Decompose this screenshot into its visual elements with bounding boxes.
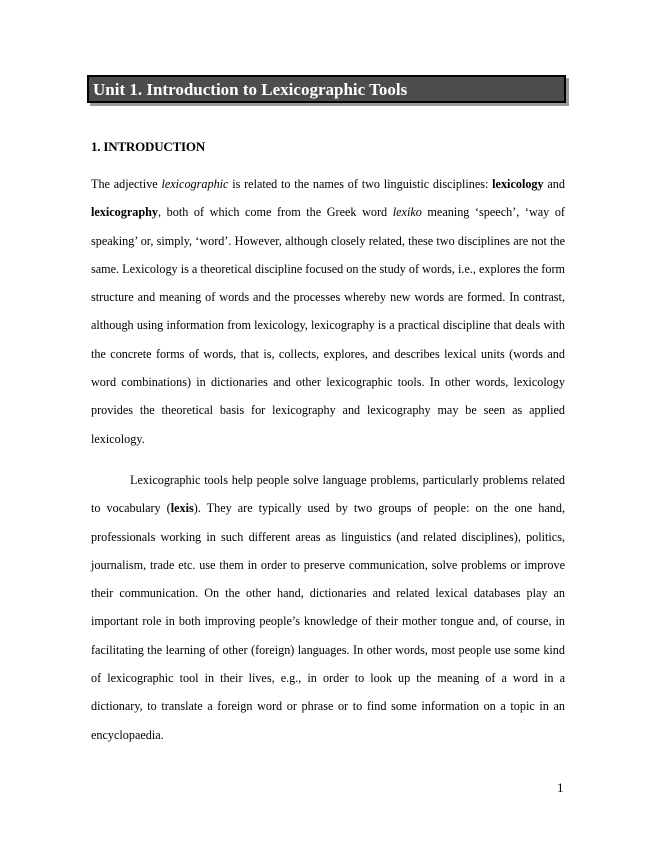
text-segment: Lexicographic tools help people solve language problems, particularly problems related to vocabulary ( — [91, 473, 565, 516]
bold-term: lexicology — [492, 177, 544, 191]
unit-title: Unit 1. Introduction to Lexicographic Tools — [93, 80, 408, 99]
text-segment: ). They are typically used by two groups of people: on the one hand, professionals working in such different areas as linguistics (and related disciplines), politics, journalism, trade etc. use them in order to preserve communication, solve problems or improve their communication. On the other hand, dictionaries and related lexical databases play an important role in both improving people’s knowledge of their mother tongue and, of course, in facilitating the learning of other (foreign) languages. In other words, most people use some kind of lexicographic tool in their lives, e.g., in order to look up the meaning of a word in a dictionary, to translate a foreign word or phrase or to find some information on a topic in an encyclopaedia. — [91, 501, 565, 742]
page-number: 1 — [557, 780, 564, 795]
text-segment: and — [543, 177, 565, 191]
italic-term: lexiko — [392, 205, 422, 220]
bold-term: lexis — [170, 501, 194, 516]
text-segment: meaning ‘speech’, ‘way of speaking’ or, simply, ‘word’. However, although closely related, these two disciplines are not the same. Lexicology is a theoretical discipline focused on the study of words, i.e., explores the form structure and meaning of words and the processes whereby new words are formed. In contrast, although using information from lexicology, lexicography is a practical discipline that deals with the concrete forms of words, that is, collects, explores, and describes lexical units (words and word combinations) in dictionaries and other lexicographic tools. In other words, lexicology provides the theoretical basis for lexicography and lexicography may be seen as applied lexicology. — [91, 205, 565, 446]
paragraph-1 — [91, 170, 565, 453]
italic-term: lexicographic — [161, 177, 229, 191]
bold-term: lexicography — [91, 205, 159, 220]
paragraph-2 — [91, 466, 565, 749]
text-segment: , both of which come from the Greek word — [158, 205, 393, 220]
unit-title-banner — [87, 75, 566, 103]
text-segment: is related to the names of two linguistic disciplines: — [228, 177, 493, 191]
text-segment: The adjective — [91, 177, 162, 191]
section-heading: 1. INTRODUCTION — [91, 139, 206, 154]
